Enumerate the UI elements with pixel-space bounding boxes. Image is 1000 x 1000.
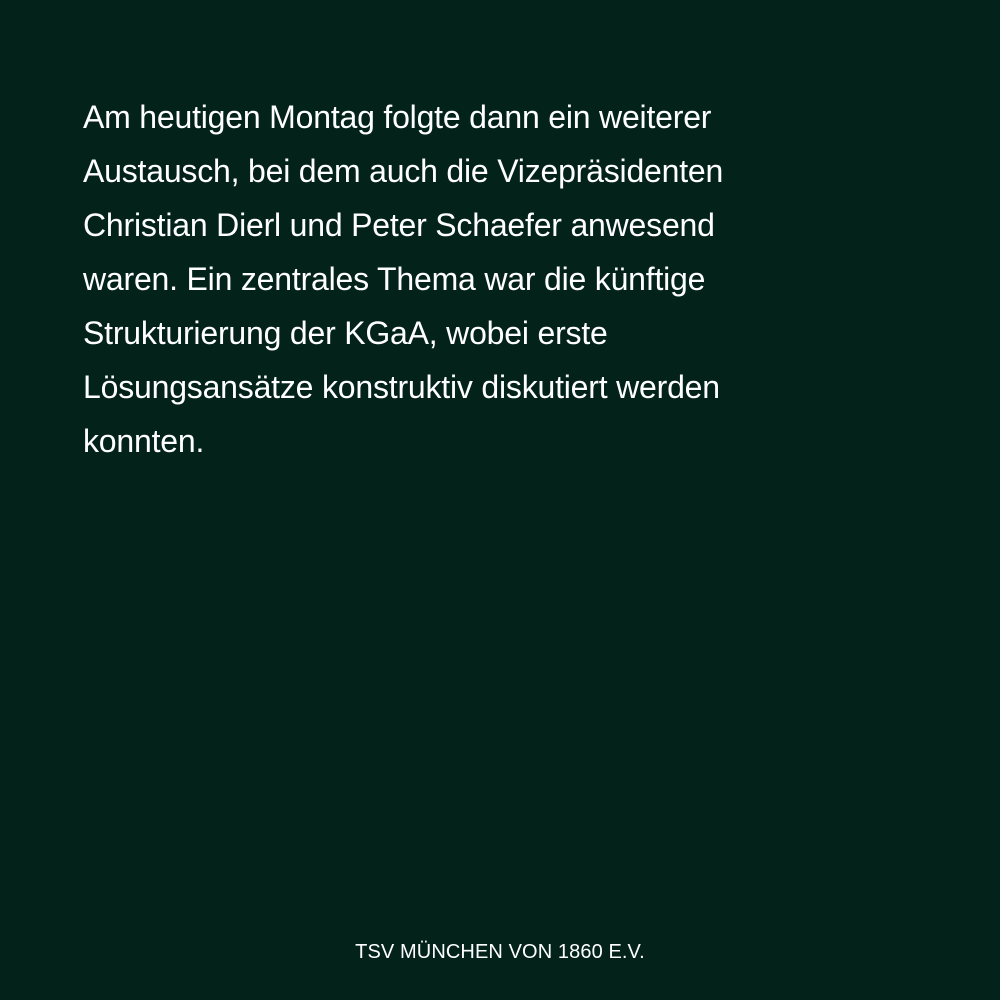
paragraph-line: konnten. <box>83 423 205 459</box>
paragraph-line: Christian Dierl und Peter Schaefer anwesend <box>83 207 715 243</box>
paragraph-line: Lösungsansätze konstruktiv diskutiert werden <box>83 369 720 405</box>
body-paragraph <box>83 90 913 468</box>
paragraph-line: waren. Ein zentrales Thema war die künftige <box>83 261 706 297</box>
paragraph-line: Am heutigen Montag folgte dann ein weiterer <box>83 99 712 135</box>
paragraph-line: Austausch, bei dem auch die Vizepräsidenten <box>83 153 724 189</box>
footer-org-name: TSV MÜNCHEN VON 1860 E.V. <box>355 941 645 963</box>
paragraph-line: Strukturierung der KGaA, wobei erste <box>83 315 608 351</box>
